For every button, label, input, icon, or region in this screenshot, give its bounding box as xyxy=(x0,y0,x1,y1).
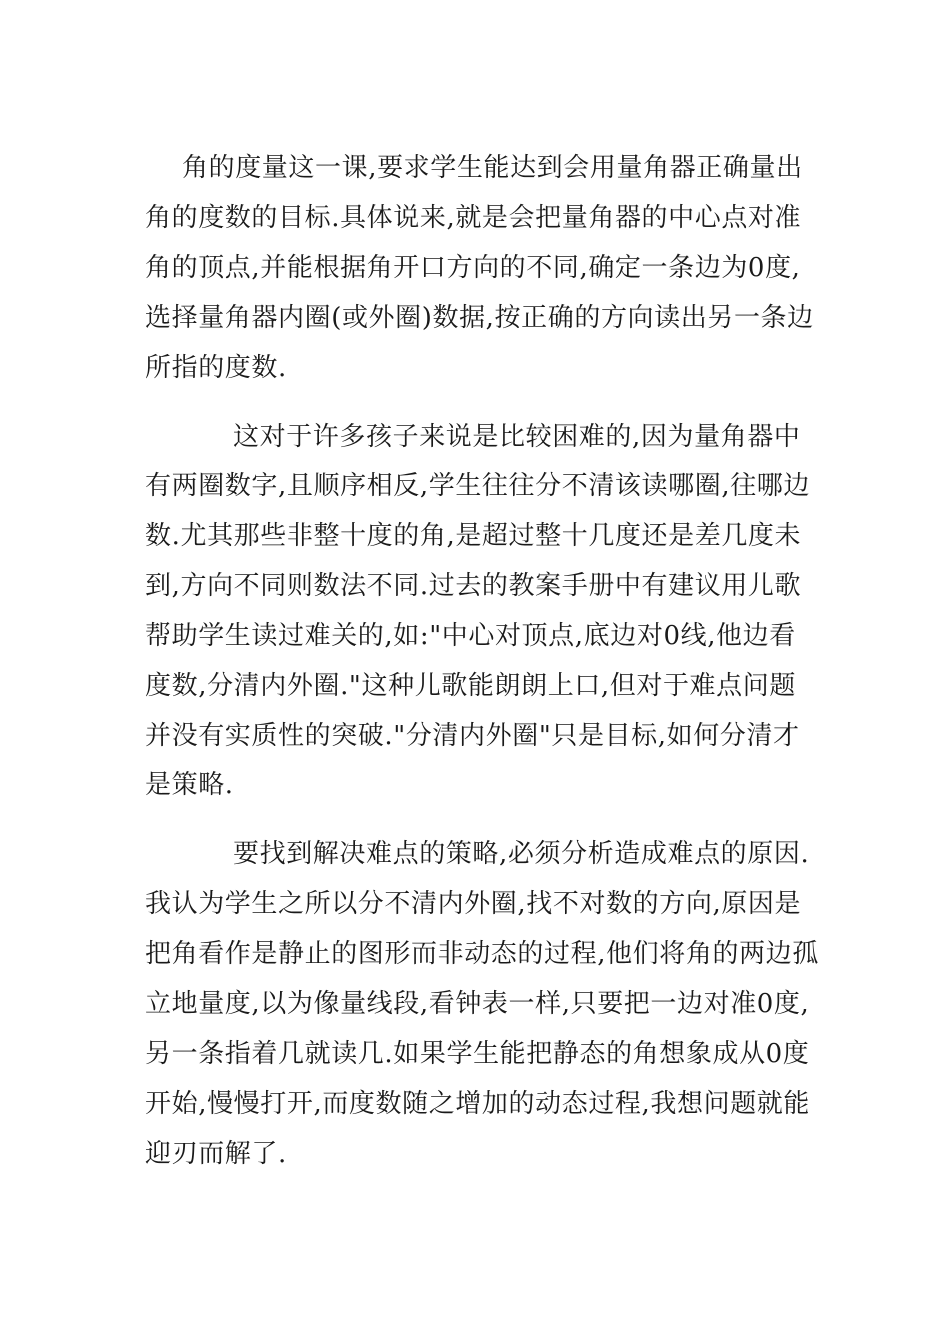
paragraph-1-line-4: 选择量角器内圈(或外圈)数据,按正确的方向读出另一条边 xyxy=(145,303,814,333)
paragraph-2-line-8: 是策略. xyxy=(145,770,234,800)
paragraph-1-line-5: 所指的度数. xyxy=(145,353,287,383)
paragraph-3-line-3: 把角看作是静止的图形而非动态的过程,他们将角的两边孤 xyxy=(145,939,819,969)
paragraph-3-line-4: 立地量度,以为像量线段,看钟表一样,只要把一边对准0度, xyxy=(145,989,810,1019)
paragraph-1-line-3: 角的顶点,并能根据角开口方向的不同,确定一条边为0度, xyxy=(145,253,801,283)
paragraph-2-line-5: 帮助学生读过难关的,如:"中心对顶点,底边对0线,他边看 xyxy=(145,621,796,651)
paragraph-3-line-1: 要找到解决难点的策略,必须分析造成难点的原因. xyxy=(233,839,810,869)
paragraph-3-line-7: 迎刃而解了. xyxy=(145,1139,287,1169)
paragraph-3-line-5: 另一条指着几就读几.如果学生能把静态的角想象成从0度 xyxy=(145,1039,810,1069)
paragraph-2-line-6: 度数,分清内外圈."这种儿歌能朗朗上口,但对于难点问题 xyxy=(145,671,796,701)
paragraph-2-line-2: 有两圈数字,且顺序相反,学生往往分不清该读哪圈,往哪边 xyxy=(145,471,810,501)
paragraph-3-line-2: 我认为学生之所以分不清内外圈,找不对数的方向,原因是 xyxy=(145,889,802,919)
paragraph-1-line-1: 角的度量这一课,要求学生能达到会用量角器正确量出 xyxy=(182,153,803,183)
paragraph-2-line-3: 数.尤其那些非整十度的角,是超过整十几度还是差几度未 xyxy=(145,521,802,551)
paragraph-1-line-2: 角的度数的目标.具体说来,就是会把量角器的中心点对准 xyxy=(145,203,802,233)
paragraph-2-line-7: 并没有实质性的突破."分清内外圈"只是目标,如何分清才 xyxy=(145,721,800,751)
paragraph-2-line-4: 到,方向不同则数法不同.过去的教案手册中有建议用儿歌 xyxy=(145,571,802,601)
paragraph-3-line-6: 开始,慢慢打开,而度数随之增加的动态过程,我想问题就能 xyxy=(145,1089,810,1119)
paragraph-2-line-1: 这对于许多孩子来说是比较困难的,因为量角器中 xyxy=(233,422,801,452)
